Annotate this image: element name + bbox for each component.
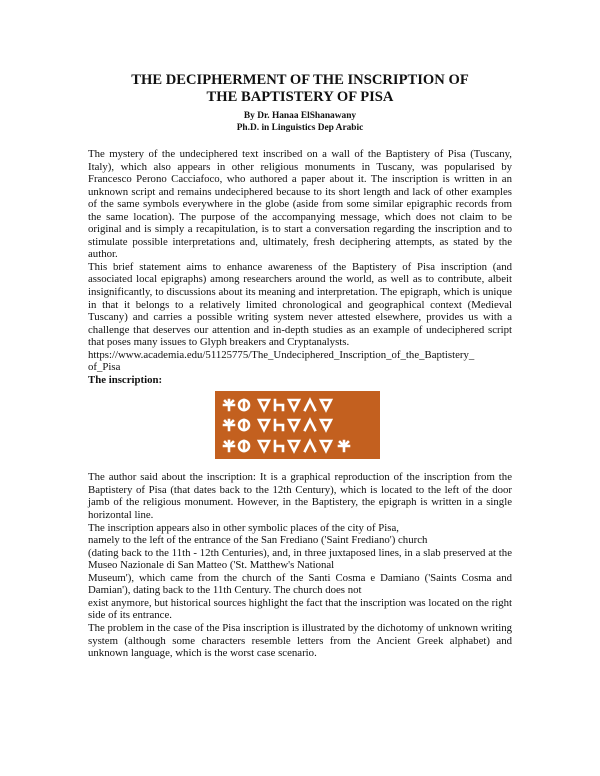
inscription-label: The inscription: bbox=[88, 373, 163, 386]
paragraph-author-said: The author said about the inscription: It is a graphical reproduction of the inscription from the Baptistery of Pisa (that dates back to the 12th Century), which is located to the left of the door jamb of the religious monument. However, in the Baptistery, the epigraph is written in a single horizontal line. bbox=[88, 471, 512, 522]
source-url bbox=[88, 349, 512, 374]
glyph-row-1 bbox=[224, 400, 331, 410]
paragraph-aim: This brief statement aims to enhance awareness of the Baptistery of Pisa inscription (and associated local epigraphs) among researchers around the world, as well as to contribute, albeit insignificantly, to discussions about its meaning and interpretation. The epigraph, which is unique in that it belongs to a relatively limited chronological and geographical context (Medieval Tuscany) and carries a possible writing system never attested elsewhere, provides us with a challenge that deserves our attention and in-depth studies as an example of undeciphered script that poses many issues to Glyph breakers and Cryptanalysts. bbox=[88, 260, 512, 349]
paragraph-intro: The mystery of the undeciphered text inscribed on a wall of the Baptistery of Pisa (Tuscany, Italy), which also appears in other religious monuments in Tuscany, was popularised by Francesco Perono Cacciafoco, who authored a paper about it. The inscription is written in an unknown script and remains undeciphered because to its short length and lack of other examples of the same symbols everywhere in the globe (aside from some similar epigraphic records from the same location). The purpose of the accompanying message, which does not claim to be original and is simply a recapitulation, is to start a conversation regarding the inscription and to stimulate possible interpretations and, ultimately, fresh deciphering attempts, as stated by the author. bbox=[88, 148, 512, 261]
inscription-glyphs bbox=[215, 391, 380, 459]
glyph-row-3 bbox=[224, 441, 349, 451]
author-block bbox=[60, 110, 540, 134]
title-line-2: THE BAPTISTERY OF PISA bbox=[206, 89, 394, 105]
paragraph-problem: The problem in the case of the Pisa inscription is illustrated by the dichotomy of unknown writing system (although some characters resemble letters from the Ancient Greek alphabet) and unknown language, which is the worst case scenario. bbox=[88, 621, 512, 660]
body-text bbox=[88, 148, 512, 660]
paragraph-other-places-line-1: The inscription appears also in other symbolic places of the city of Pisa, bbox=[88, 521, 399, 534]
glyph-row-2 bbox=[224, 420, 331, 430]
source-url-line-1: https://www.academia.edu/51125775/The_Undeciphered_Inscription_of_the_Baptistery_ bbox=[88, 348, 475, 361]
paragraph-other-places-line-2: namely to the left of the entrance of the San Frediano ('Saint Frediano') church bbox=[88, 534, 428, 547]
author-name: By Dr. Hanaa ElShanawany bbox=[243, 111, 357, 121]
paragraph-other-places-line-4: Museum'), which came from the church of the Santi Cosma e Damiano ('Saints Cosma and Damian'), dating back to the 11th Century. The church does not bbox=[88, 571, 512, 597]
paragraph-other-places-line-3: (dating back to the 11th - 12th Centuries), and, in three juxtaposed lines, in a slab preserved at the Museo Nazionale di San Matteo ('St. Matthew's National bbox=[88, 546, 512, 572]
paper-title bbox=[60, 72, 540, 106]
paragraph-other-places-line-5: exist anymore, but historical sources highlight the fact that the inscription was located on the right side of its entrance. bbox=[88, 596, 512, 622]
author-affiliation: Ph.D. in Linguistics Dep Arabic bbox=[236, 123, 364, 133]
inscription-image bbox=[215, 391, 380, 459]
title-line-1: THE DECIPHERMENT OF THE INSCRIPTION OF bbox=[131, 72, 469, 88]
source-url-line-2: of_Pisa bbox=[88, 361, 121, 374]
